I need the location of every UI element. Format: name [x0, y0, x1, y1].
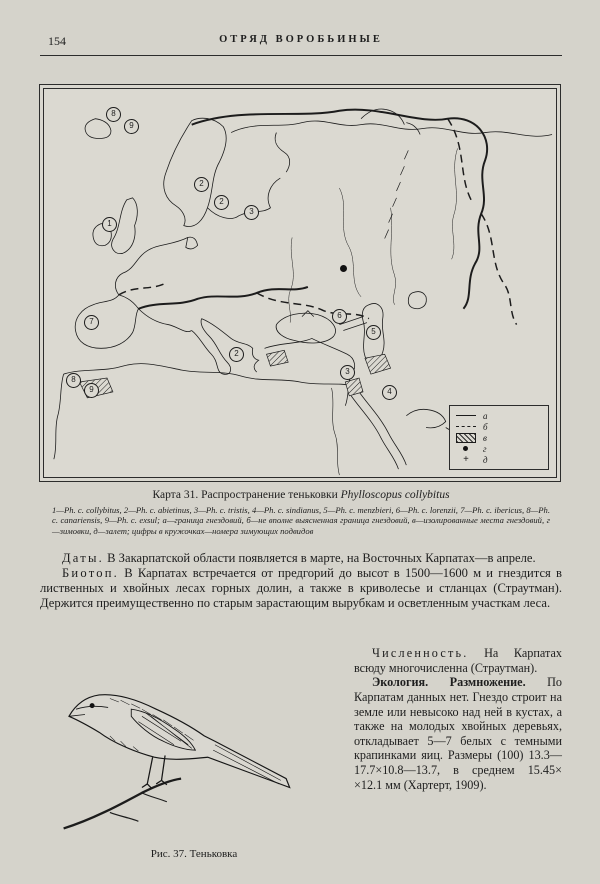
- distribution-map: [43, 88, 557, 478]
- map-marker: 4: [382, 385, 397, 400]
- map-marker: 1: [102, 217, 117, 232]
- distribution-map-frame: [39, 84, 561, 482]
- chiffchaff-illustration: [40, 654, 340, 832]
- figure-caption: Рис. 37. Теньковка: [150, 848, 238, 860]
- map-marker: 2: [229, 347, 244, 362]
- hatch-symbol: [456, 433, 476, 443]
- map-marker: 7: [84, 315, 99, 330]
- map-marker: 2: [214, 195, 229, 210]
- bird-body: [69, 695, 290, 788]
- paragraph-text: В Закарпатской области появляется в марте, на Восточных Карпатах—в апреле.: [107, 551, 536, 565]
- lower-section: [40, 646, 562, 860]
- map-marker: 3: [340, 365, 355, 380]
- paragraph-ecology: [354, 675, 562, 792]
- ural-mountains: [385, 150, 409, 238]
- figure-column: [40, 646, 348, 860]
- legend-letter: в: [483, 432, 487, 443]
- paragraph-label: Численность.: [372, 646, 469, 660]
- page-number: 154: [48, 34, 66, 48]
- legend-letter: г: [483, 443, 487, 454]
- legend-row-plus: [456, 454, 542, 465]
- map-marker: 9: [84, 383, 99, 398]
- range-boundary-solid: [139, 110, 488, 309]
- paragraph-label: Экология. Размножение.: [372, 675, 526, 690]
- header-rule: [40, 55, 562, 56]
- map-marker: 8: [106, 107, 121, 122]
- dot-symbol: [463, 446, 468, 451]
- legend-row-dashed: [456, 421, 542, 432]
- legend-row-solid: [456, 410, 542, 421]
- legend-letter: б: [483, 421, 488, 432]
- paragraph-abundance: [354, 646, 562, 675]
- legend-letter: д: [483, 454, 488, 465]
- paragraph-text: На Карпатах всюду многочисленна (Страутман).: [354, 646, 562, 675]
- legend-row-dot: [456, 443, 542, 454]
- plus-symbol: +: [463, 453, 469, 465]
- page-header: [40, 34, 562, 50]
- paragraph-text: В Карпатах встречается от предгорий до высот в 1500—1600 м и гнездится в лиственных и хвойных лесах горных долин, а также в криволесье и стланцах (Страутман). Держится преимущественно по старым зарастающим вырубкам и осветленным участкам леса.: [40, 566, 562, 611]
- body-text: [40, 551, 562, 611]
- map-marker: 8: [66, 373, 81, 388]
- map-caption-text: Карта 31. Распространение теньковки: [152, 489, 341, 501]
- paragraph-label: Даты.: [62, 551, 104, 565]
- map-marker: 2: [194, 177, 209, 192]
- map-caption: [40, 489, 562, 501]
- bird-eye: [90, 703, 95, 708]
- paragraph-dates: [40, 551, 562, 566]
- map-legend-text: 1—Ph. c. collybitus, 2—Ph. c. abietinus, 3—Ph. c. tristis, 4—Ph. c. sindianus, 5—Ph. c. menzbieri, 6—Ph. c. lorenzii, 7—Ph. c. ibericus, 8—Ph. c. canariensis, 9—Ph. c. exsul; а—граница гнездовий, б—не вполне выясненная граница гнездовий, в—изолированные места гнездовий, г—зимовки, д—залет; цифры в кружочках—номера зимующих подвидов: [52, 505, 550, 536]
- map-marker: 3: [244, 205, 259, 220]
- species-name: Phylloscopus collybitus: [340, 489, 450, 501]
- map-marker: 6: [332, 309, 347, 324]
- rivers: [289, 148, 458, 322]
- paragraph-label: Биотоп.: [62, 566, 120, 581]
- paragraph-biotope: [40, 566, 562, 611]
- running-title: ОТРЯД ВОРОБЬИНЫЕ: [219, 34, 383, 45]
- solid-line-symbol: [456, 415, 476, 416]
- wintering-dot: [340, 265, 347, 272]
- paragraph-text: По Карпатам данных нет. Гнездо строит на земле или невысоко над ней в кустах, а также на молодых хвойных деревьях, откладывает 5—7 белых с темными крапинками яиц. Размеры (100) 13.3—17.7×10.8—13.7, в среднем 15.45× ×12.1 мм (Хартерт, 1909).: [354, 675, 562, 792]
- text-column: [354, 646, 562, 860]
- legend-letter: а: [483, 410, 488, 421]
- map-legend-box: [449, 405, 549, 470]
- legend-row-hatch: [456, 432, 542, 443]
- dashed-line-symbol: [456, 426, 476, 427]
- map-marker: 9: [124, 119, 139, 134]
- map-marker: 5: [366, 325, 381, 340]
